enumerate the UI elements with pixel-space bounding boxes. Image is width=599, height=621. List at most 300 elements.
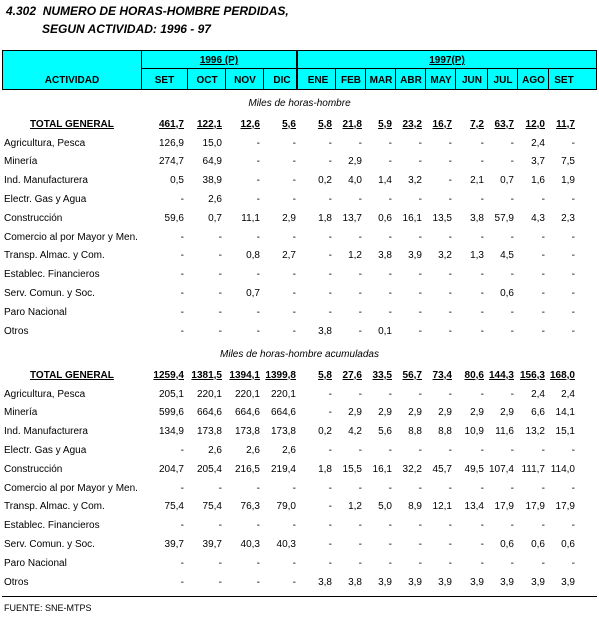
cell-value: 32,2 <box>402 463 422 475</box>
cell-value: - <box>218 325 222 337</box>
row-label: Paro Nacional <box>4 306 67 318</box>
cell-value: - <box>180 194 184 206</box>
cell-value: - <box>292 175 296 187</box>
cell-value: - <box>358 194 362 206</box>
cell-value: - <box>480 539 484 551</box>
table-row <box>2 153 577 172</box>
cell-value: - <box>180 250 184 262</box>
cell-value: - <box>256 520 260 532</box>
cell-value: - <box>358 520 362 532</box>
cell-value: - <box>292 482 296 494</box>
cell-value: - <box>510 388 514 400</box>
cell-value: - <box>388 288 392 300</box>
cell-value: - <box>388 137 392 149</box>
cell-value: - <box>418 137 422 149</box>
cell-value: 1,2 <box>348 501 362 513</box>
cell-value: 2,9 <box>438 407 452 419</box>
cell-value: - <box>571 269 575 281</box>
row-label: Paro Nacional <box>4 557 67 569</box>
cell-value: 15,5 <box>342 463 362 475</box>
cell-value: 1394,1 <box>229 369 260 381</box>
row-label: Serv. Comun. y Soc. <box>4 288 95 300</box>
cell-value: - <box>418 557 422 569</box>
cell-value: 80,6 <box>464 369 484 381</box>
cell-value: 39,7 <box>164 539 184 551</box>
cell-value: 3,9 <box>378 576 392 588</box>
cell-value: - <box>448 137 452 149</box>
cell-value: 2,9 <box>282 212 296 224</box>
header-month: FEB <box>341 75 361 86</box>
cell-value: - <box>218 557 222 569</box>
cell-value: - <box>571 288 575 300</box>
cell-value: - <box>292 576 296 588</box>
cell-value: 13,2 <box>525 426 545 438</box>
cell-value: 3,8 <box>378 250 392 262</box>
cell-value: - <box>388 539 392 551</box>
cell-value: - <box>358 288 362 300</box>
cell-value: - <box>358 557 362 569</box>
cell-value: 3,9 <box>531 576 545 588</box>
row-label: Establec. Financieros <box>4 520 100 532</box>
cell-value: - <box>388 520 392 532</box>
monthly-table <box>2 115 577 341</box>
cell-value: 2,1 <box>470 175 484 187</box>
cell-value: 13,5 <box>432 212 452 224</box>
cell-value: - <box>541 288 545 300</box>
cell-value: 40,3 <box>240 539 260 551</box>
cell-value: 3,8 <box>348 576 362 588</box>
cell-value: 2,9 <box>408 407 422 419</box>
cell-value: 5,8 <box>318 118 332 130</box>
cell-value: - <box>180 306 184 318</box>
cell-value: 4,5 <box>500 250 514 262</box>
cell-value: 12,1 <box>432 501 452 513</box>
cell-value: 10,9 <box>464 426 484 438</box>
table-row <box>2 498 577 517</box>
cell-value: 156,3 <box>519 369 545 381</box>
cell-value: 1,8 <box>318 212 332 224</box>
cell-value: 0,2 <box>318 175 332 187</box>
row-label: Minería <box>4 407 38 419</box>
cell-value: - <box>571 306 575 318</box>
cell-value: - <box>292 306 296 318</box>
row-label: Ind. Manufacturera <box>4 426 88 438</box>
header-year-1997: 1997(P) <box>429 55 465 66</box>
cell-value: - <box>256 194 260 206</box>
cell-value: 0,7 <box>500 175 514 187</box>
cell-value: - <box>510 194 514 206</box>
cell-value: - <box>388 388 392 400</box>
cell-value: 204,7 <box>158 463 184 475</box>
cell-value: 2,6 <box>208 194 222 206</box>
row-label: Agricultura, Pesca <box>4 137 86 149</box>
cell-value: - <box>328 288 332 300</box>
cell-value: - <box>448 539 452 551</box>
cell-value: 4,3 <box>531 212 545 224</box>
cell-value: - <box>388 156 392 168</box>
header-month: ABR <box>400 75 422 86</box>
cell-value: - <box>328 520 332 532</box>
row-label: Comercio al por Mayor y Men. <box>4 482 138 494</box>
table-row <box>2 404 577 423</box>
header-month: AGO <box>522 75 545 86</box>
header-month: MAY <box>430 75 452 86</box>
cell-value: - <box>218 288 222 300</box>
cell-value: - <box>541 557 545 569</box>
table-row <box>2 284 577 303</box>
cell-value: 599,6 <box>158 407 184 419</box>
cell-value: - <box>418 194 422 206</box>
cell-value: 27,6 <box>342 369 362 381</box>
cell-value: - <box>256 137 260 149</box>
cell-value: 3,9 <box>408 576 422 588</box>
cell-value: 5,6 <box>378 426 392 438</box>
section-caption-cumulative: Miles de horas-hombre acumuladas <box>220 349 379 360</box>
cell-value: - <box>218 306 222 318</box>
table-row <box>2 115 577 134</box>
cell-value: 40,3 <box>276 539 296 551</box>
cell-value: - <box>292 325 296 337</box>
table-row <box>2 190 577 209</box>
cell-value: - <box>480 231 484 243</box>
cell-value: 3,2 <box>408 175 422 187</box>
table-row <box>2 366 577 385</box>
cell-value: - <box>418 306 422 318</box>
cell-value: - <box>358 137 362 149</box>
cell-value: - <box>328 539 332 551</box>
cell-value: - <box>328 194 332 206</box>
cell-value: - <box>180 557 184 569</box>
cell-value: 2,9 <box>500 407 514 419</box>
cell-value: 13,4 <box>464 501 484 513</box>
cell-value: 2,6 <box>208 445 222 457</box>
row-label: Ind. Manufacturera <box>4 175 88 187</box>
cell-value: - <box>571 250 575 262</box>
table-row <box>2 228 577 247</box>
cell-value: - <box>510 306 514 318</box>
cell-value: - <box>388 306 392 318</box>
cell-value: - <box>418 388 422 400</box>
cell-value: - <box>328 156 332 168</box>
cell-value: 59,6 <box>164 212 184 224</box>
cell-value: - <box>571 482 575 494</box>
row-label: Electr. Gas y Agua <box>4 194 87 206</box>
cell-value: - <box>256 325 260 337</box>
cell-value: - <box>328 137 332 149</box>
cell-value: - <box>571 325 575 337</box>
cell-value: - <box>480 557 484 569</box>
cell-value: - <box>510 231 514 243</box>
cell-value: 144,3 <box>488 369 514 381</box>
cell-value: - <box>180 445 184 457</box>
cell-value: 16,1 <box>372 463 392 475</box>
cell-value: 12,6 <box>240 118 260 130</box>
cell-value: - <box>480 520 484 532</box>
cell-value: 8,8 <box>438 426 452 438</box>
cell-value: - <box>256 269 260 281</box>
cell-value: - <box>541 194 545 206</box>
cell-value: - <box>541 445 545 457</box>
table-row <box>2 460 577 479</box>
table-row <box>2 303 577 322</box>
cell-value: 75,4 <box>202 501 222 513</box>
cell-value: 8,9 <box>408 501 422 513</box>
cell-value: 1,4 <box>378 175 392 187</box>
cell-value: - <box>358 539 362 551</box>
cell-value: - <box>292 288 296 300</box>
row-label: Electr. Gas y Agua <box>4 445 87 457</box>
row-label: Otros <box>4 576 29 588</box>
cell-value: 220,1 <box>196 388 222 400</box>
cell-value: 168,0 <box>549 369 575 381</box>
cell-value: - <box>358 325 362 337</box>
cell-value: - <box>328 445 332 457</box>
cell-value: - <box>480 156 484 168</box>
cell-value: 1,6 <box>531 175 545 187</box>
cell-value: - <box>388 194 392 206</box>
cell-value: 3,9 <box>408 250 422 262</box>
cell-value: - <box>480 288 484 300</box>
cell-value: - <box>510 325 514 337</box>
table-row <box>2 573 577 592</box>
row-label: Comercio al por Mayor y Men. <box>4 231 138 243</box>
cell-value: 3,9 <box>500 576 514 588</box>
header-month: MAR <box>369 75 393 86</box>
cell-value: 7,5 <box>561 156 575 168</box>
cell-value: 49,5 <box>464 463 484 475</box>
cell-value: - <box>480 445 484 457</box>
cell-value: - <box>418 325 422 337</box>
cell-value: 461,7 <box>158 118 184 130</box>
table-row <box>2 554 577 573</box>
cell-value: 4,0 <box>348 175 362 187</box>
cell-value: - <box>388 445 392 457</box>
cell-value: 21,8 <box>342 118 362 130</box>
cell-value: 3,9 <box>438 576 452 588</box>
cell-value: - <box>292 194 296 206</box>
cell-value: - <box>180 482 184 494</box>
cell-value: 17,9 <box>525 501 545 513</box>
cell-value: 664,6 <box>196 407 222 419</box>
row-label: Transp. Almac. y Com. <box>4 501 105 513</box>
cell-value: 64,9 <box>202 156 222 168</box>
cell-value: 216,5 <box>234 463 260 475</box>
header-activity: ACTIVIDAD <box>44 75 100 86</box>
cell-value: - <box>388 231 392 243</box>
cell-value: 5,0 <box>378 501 392 513</box>
cell-value: - <box>292 557 296 569</box>
cell-value: 3,9 <box>470 576 484 588</box>
cell-value: 2,4 <box>531 137 545 149</box>
cell-value: 3,2 <box>438 250 452 262</box>
cell-value: 63,7 <box>494 118 514 130</box>
cell-value: - <box>328 482 332 494</box>
row-label: Transp. Almac. y Com. <box>4 250 105 262</box>
cell-value: 173,8 <box>234 426 260 438</box>
cell-value: 3,7 <box>531 156 545 168</box>
header-month: JUN <box>461 75 482 86</box>
cell-value: - <box>218 482 222 494</box>
cell-value: - <box>510 269 514 281</box>
cell-value: 0,8 <box>246 250 260 262</box>
cell-value: - <box>180 325 184 337</box>
cell-value: - <box>448 445 452 457</box>
cell-value: - <box>292 231 296 243</box>
cell-value: - <box>571 520 575 532</box>
cell-value: 75,4 <box>164 501 184 513</box>
cell-value: 205,4 <box>196 463 222 475</box>
table-row <box>2 479 577 498</box>
cell-value: 114,0 <box>550 463 575 475</box>
cell-value: 1259,4 <box>153 369 184 381</box>
cell-value: 12,0 <box>525 118 545 130</box>
cell-value: 1399,8 <box>265 369 296 381</box>
cell-value: - <box>480 325 484 337</box>
cell-value: 6,6 <box>531 407 545 419</box>
cell-value: - <box>541 231 545 243</box>
cell-value: 7,2 <box>470 118 484 130</box>
cell-value: - <box>418 231 422 243</box>
cell-value: - <box>448 269 452 281</box>
table-row <box>2 535 577 554</box>
row-label: Otros <box>4 325 29 337</box>
row-label: Establec. Financieros <box>4 269 100 281</box>
table-row <box>2 441 577 460</box>
cell-value: - <box>180 231 184 243</box>
row-label: Construcción <box>4 212 63 224</box>
header-month: NOV <box>234 75 256 86</box>
cell-value: 15,1 <box>555 426 575 438</box>
cell-value: - <box>448 231 452 243</box>
cell-value: - <box>418 482 422 494</box>
cell-value: - <box>541 269 545 281</box>
cell-value: - <box>510 520 514 532</box>
cell-value: - <box>358 388 362 400</box>
cell-value: - <box>358 482 362 494</box>
cell-value: - <box>218 269 222 281</box>
cell-value: 2,4 <box>561 388 575 400</box>
cell-value: - <box>418 445 422 457</box>
cell-value: - <box>256 231 260 243</box>
cell-value: - <box>218 576 222 588</box>
cell-value: 0,2 <box>318 426 332 438</box>
cell-value: 173,8 <box>196 426 222 438</box>
cell-value: - <box>448 482 452 494</box>
table-title-line2: SEGUN ACTIVIDAD: 1996 - 97 <box>42 22 211 36</box>
cell-value: 0,6 <box>561 539 575 551</box>
cell-value: - <box>328 250 332 262</box>
cell-value: 1,9 <box>561 175 575 187</box>
cell-value: 664,6 <box>270 407 296 419</box>
cell-value: - <box>418 539 422 551</box>
cell-value: - <box>256 557 260 569</box>
cell-value: 274,7 <box>158 156 184 168</box>
cell-value: - <box>448 156 452 168</box>
cell-value: - <box>218 250 222 262</box>
footer-rule <box>2 596 597 597</box>
cell-value: 4,2 <box>348 426 362 438</box>
cell-value: - <box>541 306 545 318</box>
cell-value: 220,1 <box>234 388 260 400</box>
cell-value: 134,9 <box>158 426 184 438</box>
cell-value: 5,6 <box>282 118 296 130</box>
cell-value: 2,6 <box>282 445 296 457</box>
cell-value: 11,1 <box>241 212 260 224</box>
cell-value: 13,7 <box>342 212 362 224</box>
cell-value: 3,8 <box>318 325 332 337</box>
cell-value: 3,9 <box>561 576 575 588</box>
cell-value: 5,9 <box>378 118 392 130</box>
cell-value: - <box>328 557 332 569</box>
table-header <box>2 50 597 90</box>
cell-value: 2,3 <box>561 212 575 224</box>
cell-value: 79,0 <box>276 501 296 513</box>
cell-value: 0,6 <box>500 288 514 300</box>
cell-value: 664,6 <box>234 407 260 419</box>
cell-value: 0,7 <box>246 288 260 300</box>
cell-value: - <box>571 231 575 243</box>
cell-value: 1,2 <box>348 250 362 262</box>
cell-value: - <box>388 557 392 569</box>
cell-value: 38,9 <box>202 175 222 187</box>
cell-value: 3,8 <box>318 576 332 588</box>
cell-value: - <box>510 156 514 168</box>
cell-value: - <box>510 557 514 569</box>
row-label: Agricultura, Pesca <box>4 388 86 400</box>
cell-value: 39,7 <box>202 539 222 551</box>
cumulative-table <box>2 366 577 592</box>
cell-value: - <box>292 520 296 532</box>
row-label: Minería <box>4 156 38 168</box>
cell-value: - <box>448 288 452 300</box>
table-title-line1: 4.302 NUMERO DE HORAS-HOMBRE PERDIDAS, <box>6 4 289 18</box>
cell-value: - <box>448 175 452 187</box>
cell-value: 2,9 <box>348 156 362 168</box>
cell-value: 17,9 <box>555 501 575 513</box>
cell-value: - <box>510 445 514 457</box>
cell-value: 219,4 <box>270 463 296 475</box>
cell-value: - <box>292 156 296 168</box>
cell-value: - <box>388 269 392 281</box>
cell-value: 0,7 <box>208 212 222 224</box>
cell-value: - <box>480 482 484 494</box>
cell-value: - <box>480 194 484 206</box>
cell-value: 11,6 <box>495 426 514 438</box>
cell-value: - <box>180 520 184 532</box>
row-label: Construcción <box>4 463 63 475</box>
cell-value: - <box>571 557 575 569</box>
cell-value: - <box>480 137 484 149</box>
cell-value: 3,8 <box>470 212 484 224</box>
row-label: TOTAL GENERAL <box>30 118 114 130</box>
cell-value: - <box>218 520 222 532</box>
cell-value: - <box>388 482 392 494</box>
cell-value: 5,8 <box>318 369 332 381</box>
cell-value: 0,5 <box>170 175 184 187</box>
cell-value: - <box>541 250 545 262</box>
cell-value: 173,8 <box>270 426 296 438</box>
cell-value: 16,1 <box>402 212 422 224</box>
cell-value: - <box>571 445 575 457</box>
cell-value: 57,9 <box>494 212 514 224</box>
cell-value: - <box>328 306 332 318</box>
cell-value: 220,1 <box>270 388 296 400</box>
cell-value: - <box>328 231 332 243</box>
cell-value: - <box>510 482 514 494</box>
cell-value: 126,9 <box>158 137 184 149</box>
cell-value: 16,7 <box>432 118 452 130</box>
cell-value: 73,4 <box>432 369 452 381</box>
